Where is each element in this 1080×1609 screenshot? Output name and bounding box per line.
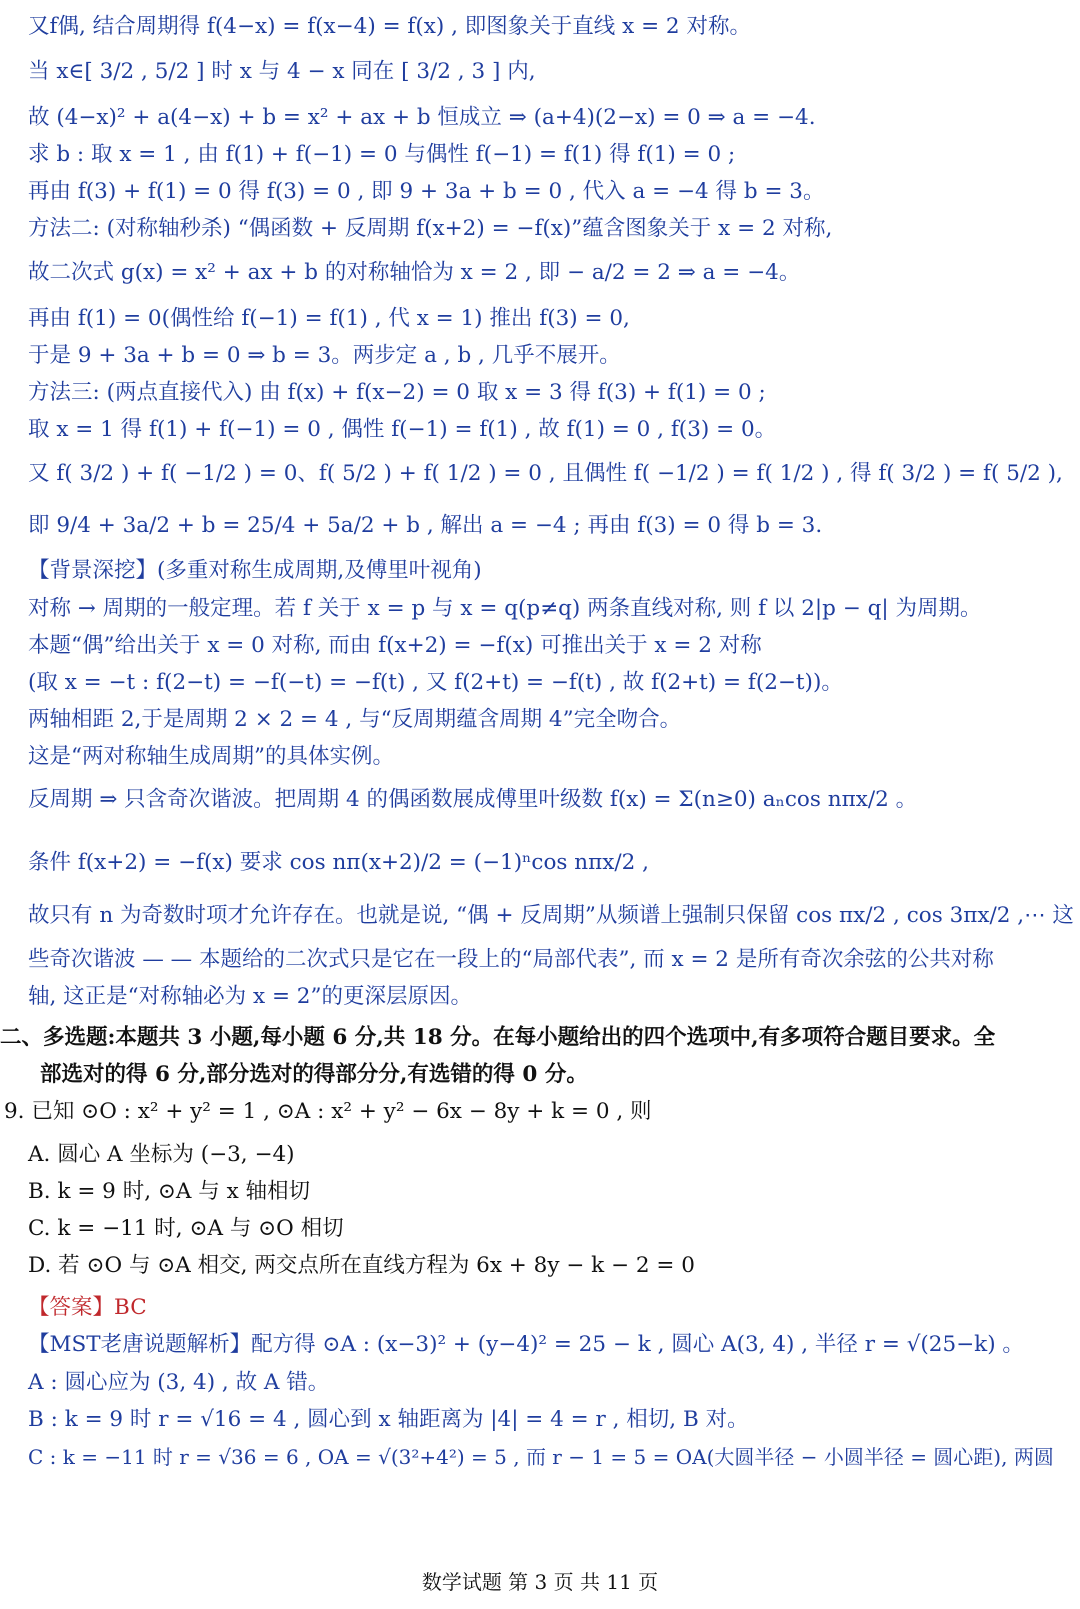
solution-line: 求 b : 取 x = 1 , 由 f(1) + f(−1) = 0 与偶性 f(−1) = f(1) 得 f(1) = 0 ; [28,142,736,167]
background-line: (取 x = −t : f(2−t) = −f(−t) = −f(t) , 又 f(2+t) = −f(t) , 故 f(2+t) = f(2−t))。 [28,670,843,695]
background-line: 条件 f(x+2) = −f(x) 要求 cos nπ(x+2)/2 = (−1)ⁿcos nπx/2 , [28,850,649,875]
method-three-line: 即 9/4 + 3a/2 + b = 25/4 + 5a/2 + b , 解出 a = −4 ; 再由 f(3) = 0 得 b = 3. [28,513,823,538]
method-three-line: 方法三: (两点直接代入) 由 f(x) + f(x−2) = 0 取 x = 3 得 f(3) + f(1) = 0 ; [28,380,766,405]
solution-line: 又f偶, 结合周期得 f(4−x) = f(x−4) = f(x) , 即图象关于直线 x = 2 对称。 [28,14,751,39]
option-d: D. 若 ⊙O 与 ⊙A 相交, 两交点所在直线方程为 6x + 8y − k − 2 = 0 [28,1253,695,1278]
option-c: C. k = −11 时, ⊙A 与 ⊙O 相切 [28,1216,344,1241]
background-line: 对称 → 周期的一般定理。若 f 关于 x = p 与 x = q(p≠q) 两条直线对称, 则 f 以 2|p − q| 为周期。 [28,596,982,621]
method-three-line: 取 x = 1 得 f(1) + f(−1) = 0 , 偶性 f(−1) = f(1) , 故 f(1) = 0 , f(3) = 0。 [28,417,777,442]
background-line: 反周期 ⇒ 只含奇次谐波。把周期 4 的偶函数展成傅里叶级数 f(x) = Σ(n≥0) aₙcos nπx/2 。 [28,787,918,812]
background-line: 故只有 n 为奇数时项才允许存在。也就是说, “偶 + 反周期”从频谱上强制只保留 cos πx/2 , cos 3πx/2 ,⋯ 这 [28,903,1074,928]
option-b: B. k = 9 时, ⊙A 与 x 轴相切 [28,1179,311,1204]
background-line: 轴, 这正是“对称轴必为 x = 2”的更深层原因。 [28,984,472,1009]
analysis-line: C : k = −11 时 r = √36 = 6 , OA = √(3²+4²) = 5 , 而 r − 1 = 5 = OA(大圆半径 − 小圆半径 = 圆心距), 两圆 [28,1445,1054,1469]
method-two-line: 于是 9 + 3a + b = 0 ⇒ b = 3。两步定 a , b , 几乎不展开。 [28,343,621,368]
analysis-line: B : k = 9 时 r = √16 = 4 , 圆心到 x 轴距离为 |4| = 4 = r , 相切, B 对。 [28,1407,749,1432]
answer-label: 【答案】BC [28,1295,147,1320]
question-stem: 9. 已知 ⊙O : x² + y² = 1 , ⊙A : x² + y² − 6x − 8y + k = 0 , 则 [4,1099,652,1124]
analysis-line: A : 圆心应为 (3, 4) , 故 A 错。 [28,1370,330,1395]
background-heading: 【背景深挖】(多重对称生成周期,及傅里叶视角) [28,558,482,583]
method-two-line: 故二次式 g(x) = x² + ax + b 的对称轴恰为 x = 2 , 即 − a/2 = 2 ⇒ a = −4。 [28,260,801,285]
background-line: 本题“偶”给出关于 x = 0 对称, 而由 f(x+2) = −f(x) 可推出关于 x = 2 对称 [28,633,762,658]
page-footer: 数学试题 第 3 页 共 11 页 [421,1570,659,1594]
background-line: 两轴相距 2,于是周期 2 × 2 = 4 , 与“反周期蕴含周期 4”完全吻合。 [28,707,682,732]
section-heading: 二、多选题:本题共 3 小题,每小题 6 分,共 18 分。在每小题给出的四个选项中,有多项符合题目要求。全 [0,1025,996,1050]
method-two-line: 方法二: (对称轴秒杀) “偶函数 + 反周期 f(x+2) = −f(x)”蕴含图象关于 x = 2 对称, [28,216,833,241]
solution-line: 当 x∈[ 3/2 , 5/2 ] 时 x 与 4 − x 同在 [ 3/2 , 3 ] 内, [28,59,536,84]
section-heading: 部选对的得 6 分,部分选对的得部分分,有选错的得 0 分。 [40,1062,588,1087]
method-three-line: 又 f( 3/2 ) + f( −1/2 ) = 0、f( 5/2 ) + f( 1/2 ) = 0 , 且偶性 f( −1/2 ) = f( 1/2 ) , 得 f( 3/2 ) = f( 5/2 ), [28,461,1063,486]
method-two-line: 再由 f(1) = 0(偶性给 f(−1) = f(1) , 代 x = 1) 推出 f(3) = 0, [28,306,630,331]
background-line: 些奇次谐波 — — 本题给的二次式只是它在一段上的“局部代表”, 而 x = 2 是所有奇次余弦的公共对称 [28,947,994,972]
option-a: A. 圆心 A 坐标为 (−3, −4) [28,1142,295,1167]
solution-line: 再由 f(3) + f(1) = 0 得 f(3) = 0 , 即 9 + 3a + b = 0 , 代入 a = −4 得 b = 3。 [28,179,825,204]
solution-line: 故 (4−x)² + a(4−x) + b = x² + ax + b 恒成立 ⇒ (a+4)(2−x) = 0 ⇒ a = −4. [28,105,816,130]
background-line: 这是“两对称轴生成周期”的具体实例。 [28,744,394,769]
analysis-line: 【MST老唐说题解析】配方得 ⊙A : (x−3)² + (y−4)² = 25 − k , 圆心 A(3, 4) , 半径 r = √(25−k) 。 [28,1332,1024,1357]
